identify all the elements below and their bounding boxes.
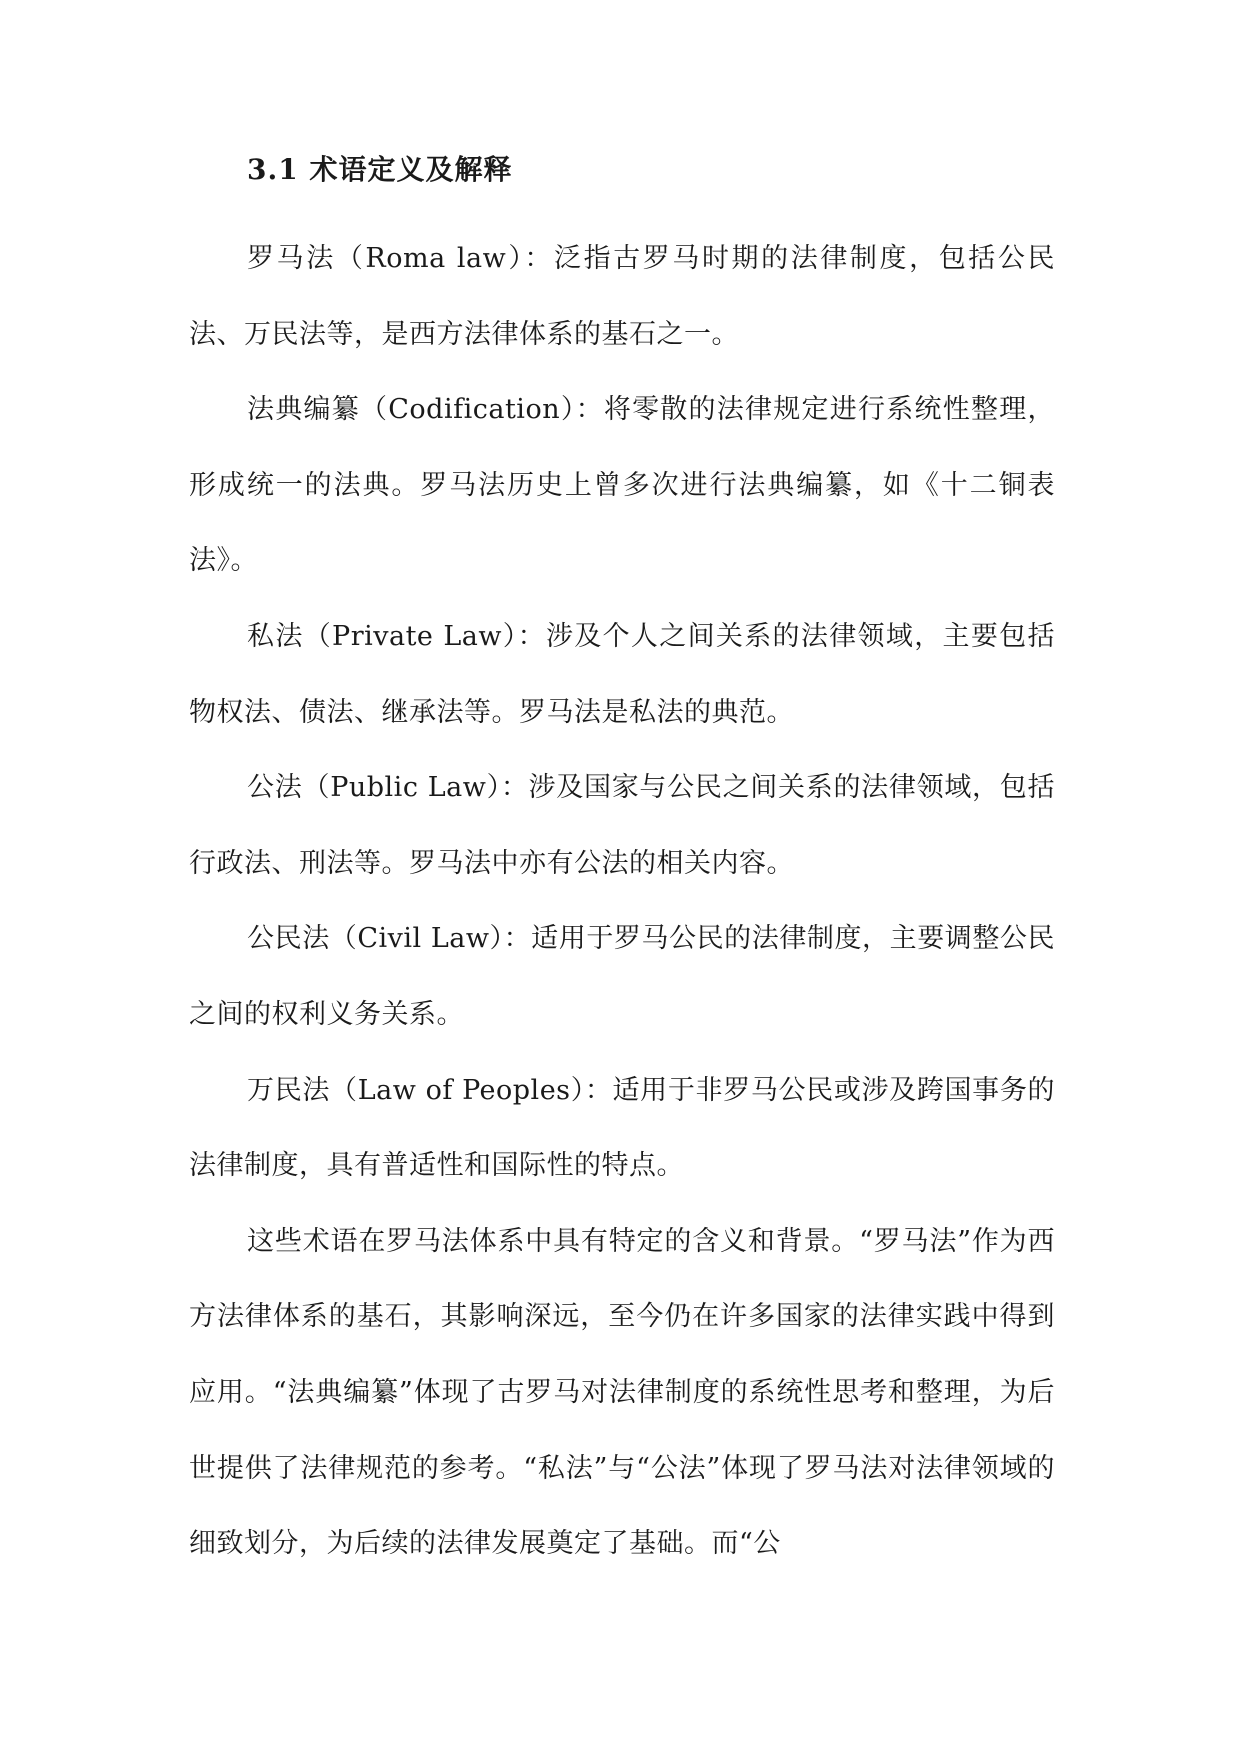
paragraph-roman-law: 罗马法（Roma law）：泛指古罗马时期的法律制度，包括公民法、万民法等，是西方法律体系的基石之一。 — [189, 243, 1055, 350]
paragraph-public-law: 公法（Public Law）：涉及国家与公民之间关系的法律领域，包括行政法、刑法等。罗马法中亦有公法的相关内容。 — [189, 772, 1055, 879]
page-content — [189, 145, 1055, 1582]
paragraph-law-of-peoples: 万民法（Law of Peoples）：适用于非罗马公民或涉及跨国事务的法律制度，具有普适性和国际性的特点。 — [189, 1074, 1055, 1182]
paragraph-civil-law: 公民法（Civil Law）：适用于罗马公民的法律制度，主要调整公民之间的权利义务关系。 — [189, 923, 1055, 1030]
paragraph-codification: 法典编纂（Codification）：将零散的法律规定进行系统性整理，形成统一的法典。罗马法历史上曾多次进行法典编纂，如《十二铜表法》。 — [189, 394, 1055, 577]
paragraph-summary: 这些术语在罗马法体系中具有特定的含义和背景。“罗马法”作为西方法律体系的基石，其影响深远，至今仍在许多国家的法律实践中得到应用。“法典编纂”体现了古罗马对法律制度的系统性思考和整理，为后世提供了法律规范的参考。“私法”与“公法”体现了罗马法对法律领域的细致划分，为后续的法律发展奠定了基础。而“公 — [189, 1225, 1055, 1560]
section-heading: 3.1 术语定义及解释 — [247, 153, 513, 186]
paragraph-private-law: 私法（Private Law）：涉及个人之间关系的法律领域，主要包括物权法、债法、继承法等。罗马法是私法的典范。 — [189, 620, 1055, 728]
